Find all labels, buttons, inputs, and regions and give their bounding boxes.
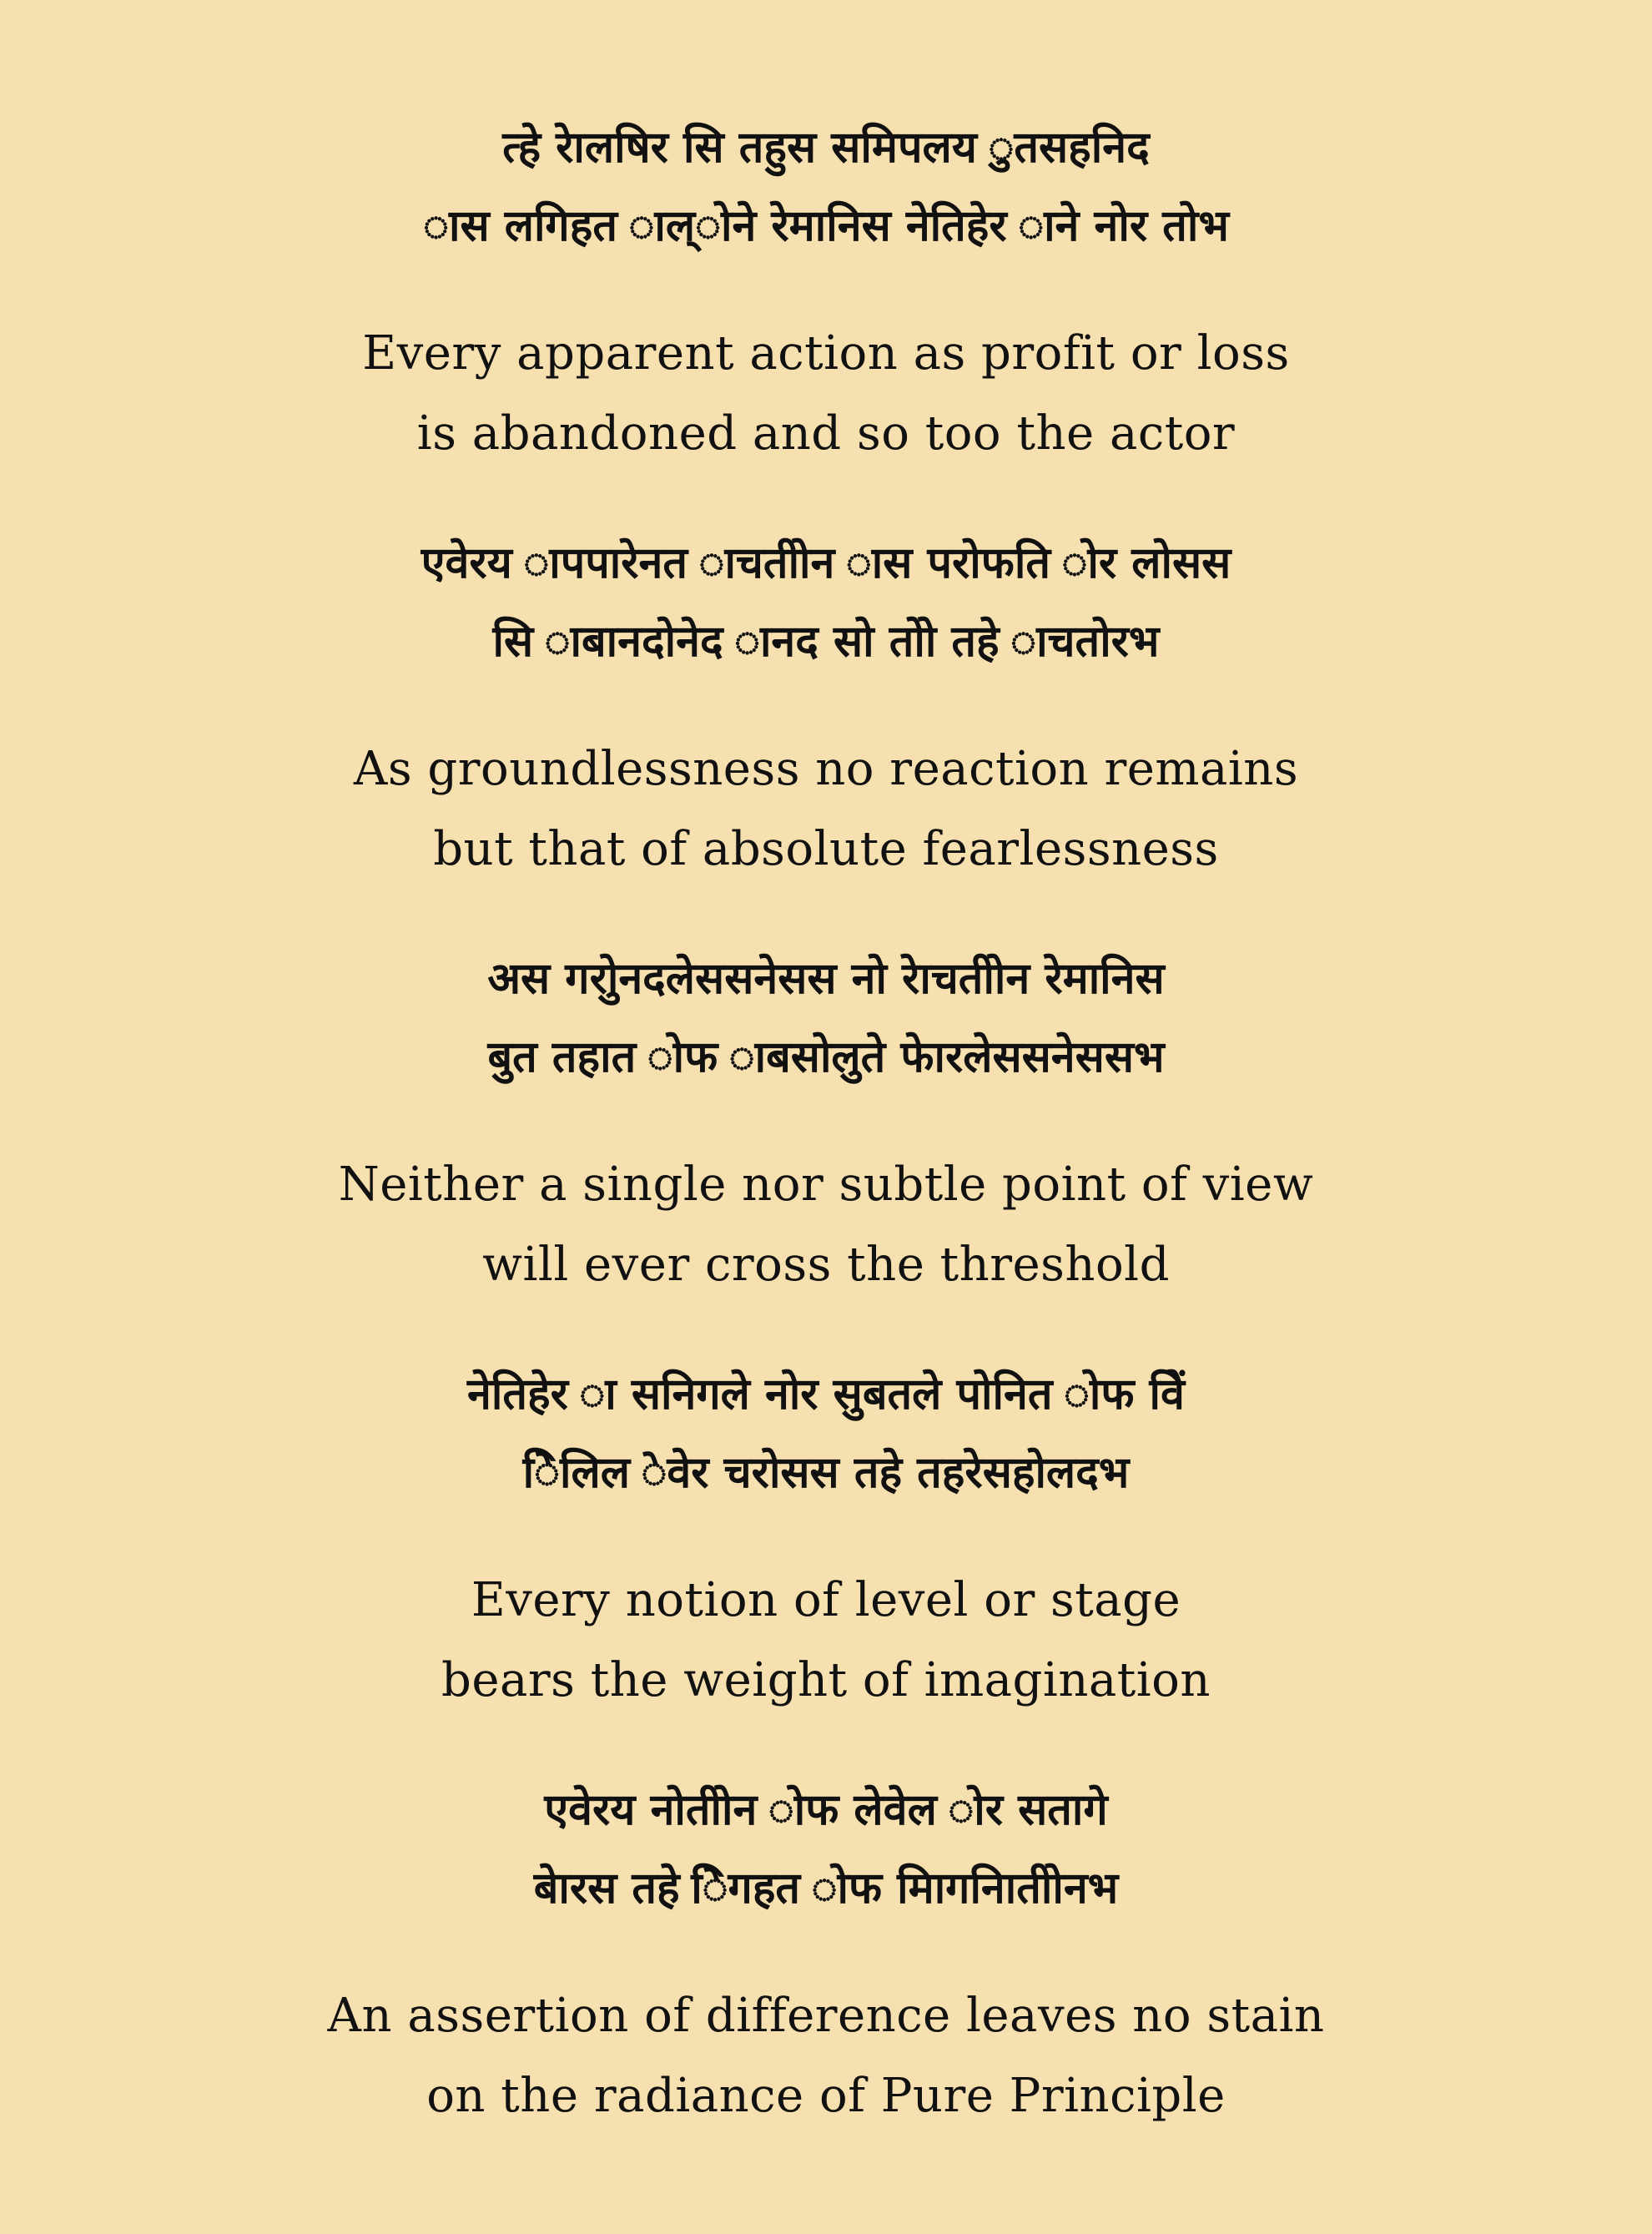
stanza-2-english: [117, 729, 1535, 890]
poem-line: is abandoned and so too the actor: [416, 406, 1236, 461]
poem-line: ास लगिहत ाल्ोने रेमानिस नेतिहेर ाने नोर तोभ: [423, 201, 1229, 251]
poem-line: ेिलिल ेवेर चरोसस तहे तहरेसहोलदभ: [522, 1448, 1130, 1498]
poem-line: will ever cross the threshold: [482, 1238, 1170, 1292]
poem-line: बुत तहात ोफ ाबसोलुते फेारलेससनेससभ: [487, 1032, 1165, 1082]
poem-line: त्हे रेालषिर सि तहुस समिपलय ुतसहनिद: [502, 123, 1150, 173]
stanza-5-english: [117, 1976, 1535, 2136]
stanza-4-english: [117, 1561, 1535, 1721]
stanza-4-devanagari: [117, 1355, 1535, 1512]
poem-line: Every apparent action as profit or loss: [362, 326, 1290, 381]
poem-line: एवेरय नोतीोन ोफ लेवेल ोर सतागे: [544, 1785, 1108, 1835]
poem-line: एवेरय ापपारेनत ाचतीोन ास परोफति ोर लोसस: [421, 538, 1231, 588]
poem-line: on the radiance of Pure Principle: [426, 2069, 1226, 2123]
stanza-3-devanagari: [117, 940, 1535, 1097]
stanza-1-devanagari: [117, 108, 1535, 265]
poem-line: but that of absolute fearlessness: [433, 822, 1219, 876]
poem-line: Neither a single nor subtle point of view: [338, 1157, 1314, 1212]
poem-line: सि ाबानदोनेद ानद सो तोो तहे ाचतोरभ: [492, 617, 1160, 667]
stanza-2-devanagari: [117, 524, 1535, 681]
stanza-5-devanagari: [117, 1771, 1535, 1928]
poem-line: नेतिहेर ा सनिगले नोर सुबतले पोनित ोफ वेिं: [467, 1369, 1185, 1420]
poem-line: Every notion of level or stage: [471, 1573, 1181, 1627]
poem-line: bears the weight of imagination: [441, 1653, 1211, 1707]
poem-line: अस गरोुनदलेससनेसस नो रेाचतीोन रेमानिस: [487, 954, 1165, 1004]
poem-line: An assertion of difference leaves no stain: [327, 1989, 1325, 2043]
stanza-1-english: [117, 314, 1535, 474]
poem-line: As groundlessness no reaction remains: [353, 742, 1299, 796]
stanza-3-english: [117, 1145, 1535, 1305]
poem-line: बेारस तहे ेिगहत ोफ मिागनिातीोनभ: [533, 1863, 1119, 1914]
